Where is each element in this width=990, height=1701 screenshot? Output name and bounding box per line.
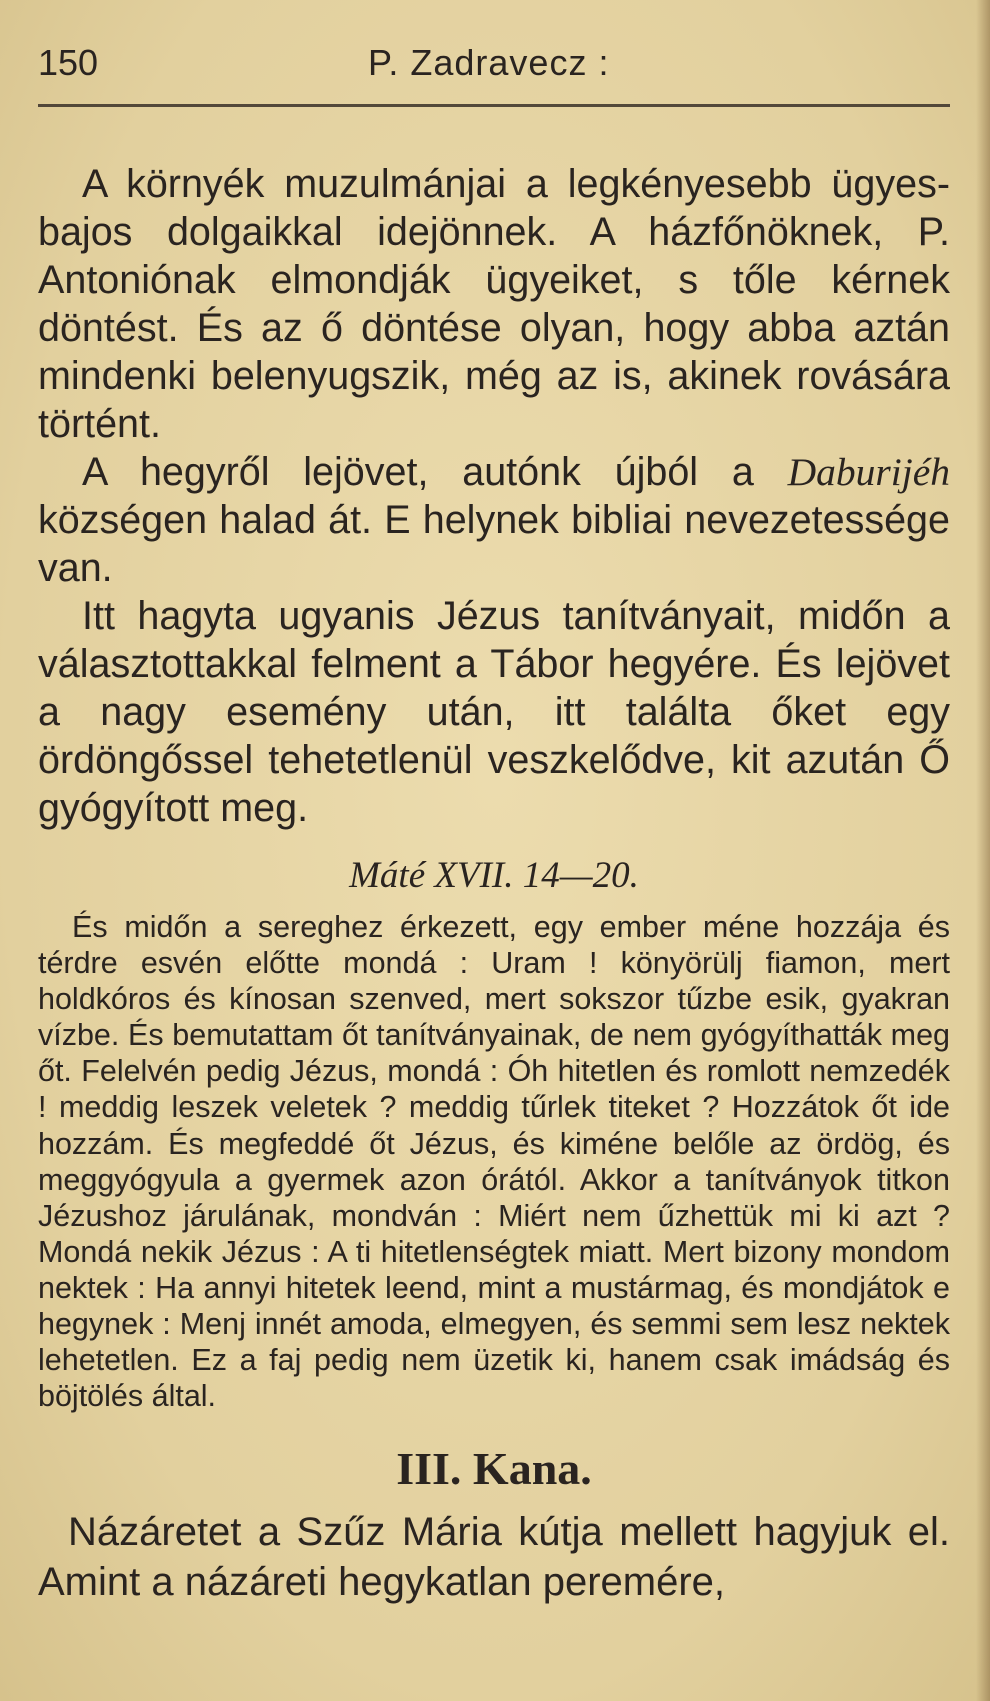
header-rule <box>38 104 950 107</box>
running-head: P. Zadravecz : <box>368 42 610 83</box>
daburijeh-after: községen halad át. E helynek bibliai nevezetessége van. <box>38 498 950 590</box>
paragraph-daburijeh <box>38 448 950 592</box>
scripture-passage: És midőn a sereghez érkezett, egy ember méne hozzája és térdre esvén előtte mondá : Uram ! könyörülj fiamon, mert holdkóros és kínosan szenved, mert sokszor tűzbe esik, gyakran vízbe. És bemutattam őt tanítványainak, de nem gyógyíthatták meg őt. Felelvén pedig Jézus, mondá : Óh hitetlen és romlott nemzedék ! meddig leszek veletek ? meddig tűrlek titeket ? Hozzátok őt ide hozzám. És megfeddé őt Jézus, és kiméne belőle az ördög, és meggyógyula a gyermek azon órától. Akkor a tanítványok titkon Jézushoz járulának, mondván : Miért nem űzhettük mi ki azt ? Mondá nekik Jézus : A ti hitetlenségtek miatt. Mert bizony mondom nektek : Ha annyi hitetek leend, mint a mustármag, és mondjátok e hegynek : Menj innét amoda, elmegyen, és semmi sem lesz nektek lehetetlen. Ez a faj pedig nem üzetik ki, hanem csak imádság és böjtölés által. <box>38 910 950 1414</box>
page-spine-shadow <box>976 0 990 1701</box>
place-name: Daburijéh <box>787 450 950 494</box>
body-text <box>38 160 950 1607</box>
daburijeh-before: A hegyről lejövet, autónk újból a <box>82 450 788 494</box>
page-header <box>38 42 950 102</box>
paragraph-muslims: A környék muzulmánjai a legkényesebb ügyes-bajos dolgaikkal idejönnek. A házfőnöknek, P. Antoniónak elmondják ügyeiket, s tőle kérnek döntést. És az ő döntése olyan, hogy abba aztán mindenki belenyugszik, még az is, akinek rovására történt. <box>38 162 950 446</box>
section-heading: III. Kana. <box>396 1443 592 1495</box>
scripture-citation: Máté XVII. 14—20. <box>349 855 639 896</box>
paragraph-disciples: Itt hagyta ugyanis Jézus tanítványait, midőn a választottakkal felment a Tábor hegyére. És lejövet a nagy esemény után, itt találta őket egy ördöngőssel tehetetlenül veszkelődve, kit azután Ő gyógyított meg. <box>38 594 950 830</box>
paragraph-nazareth: Názáretet a Szűz Mária kútja mellett hagyjuk el. Amint a názáreti hegykatlan peremére, <box>38 1510 950 1605</box>
page-number: 150 <box>38 42 99 83</box>
